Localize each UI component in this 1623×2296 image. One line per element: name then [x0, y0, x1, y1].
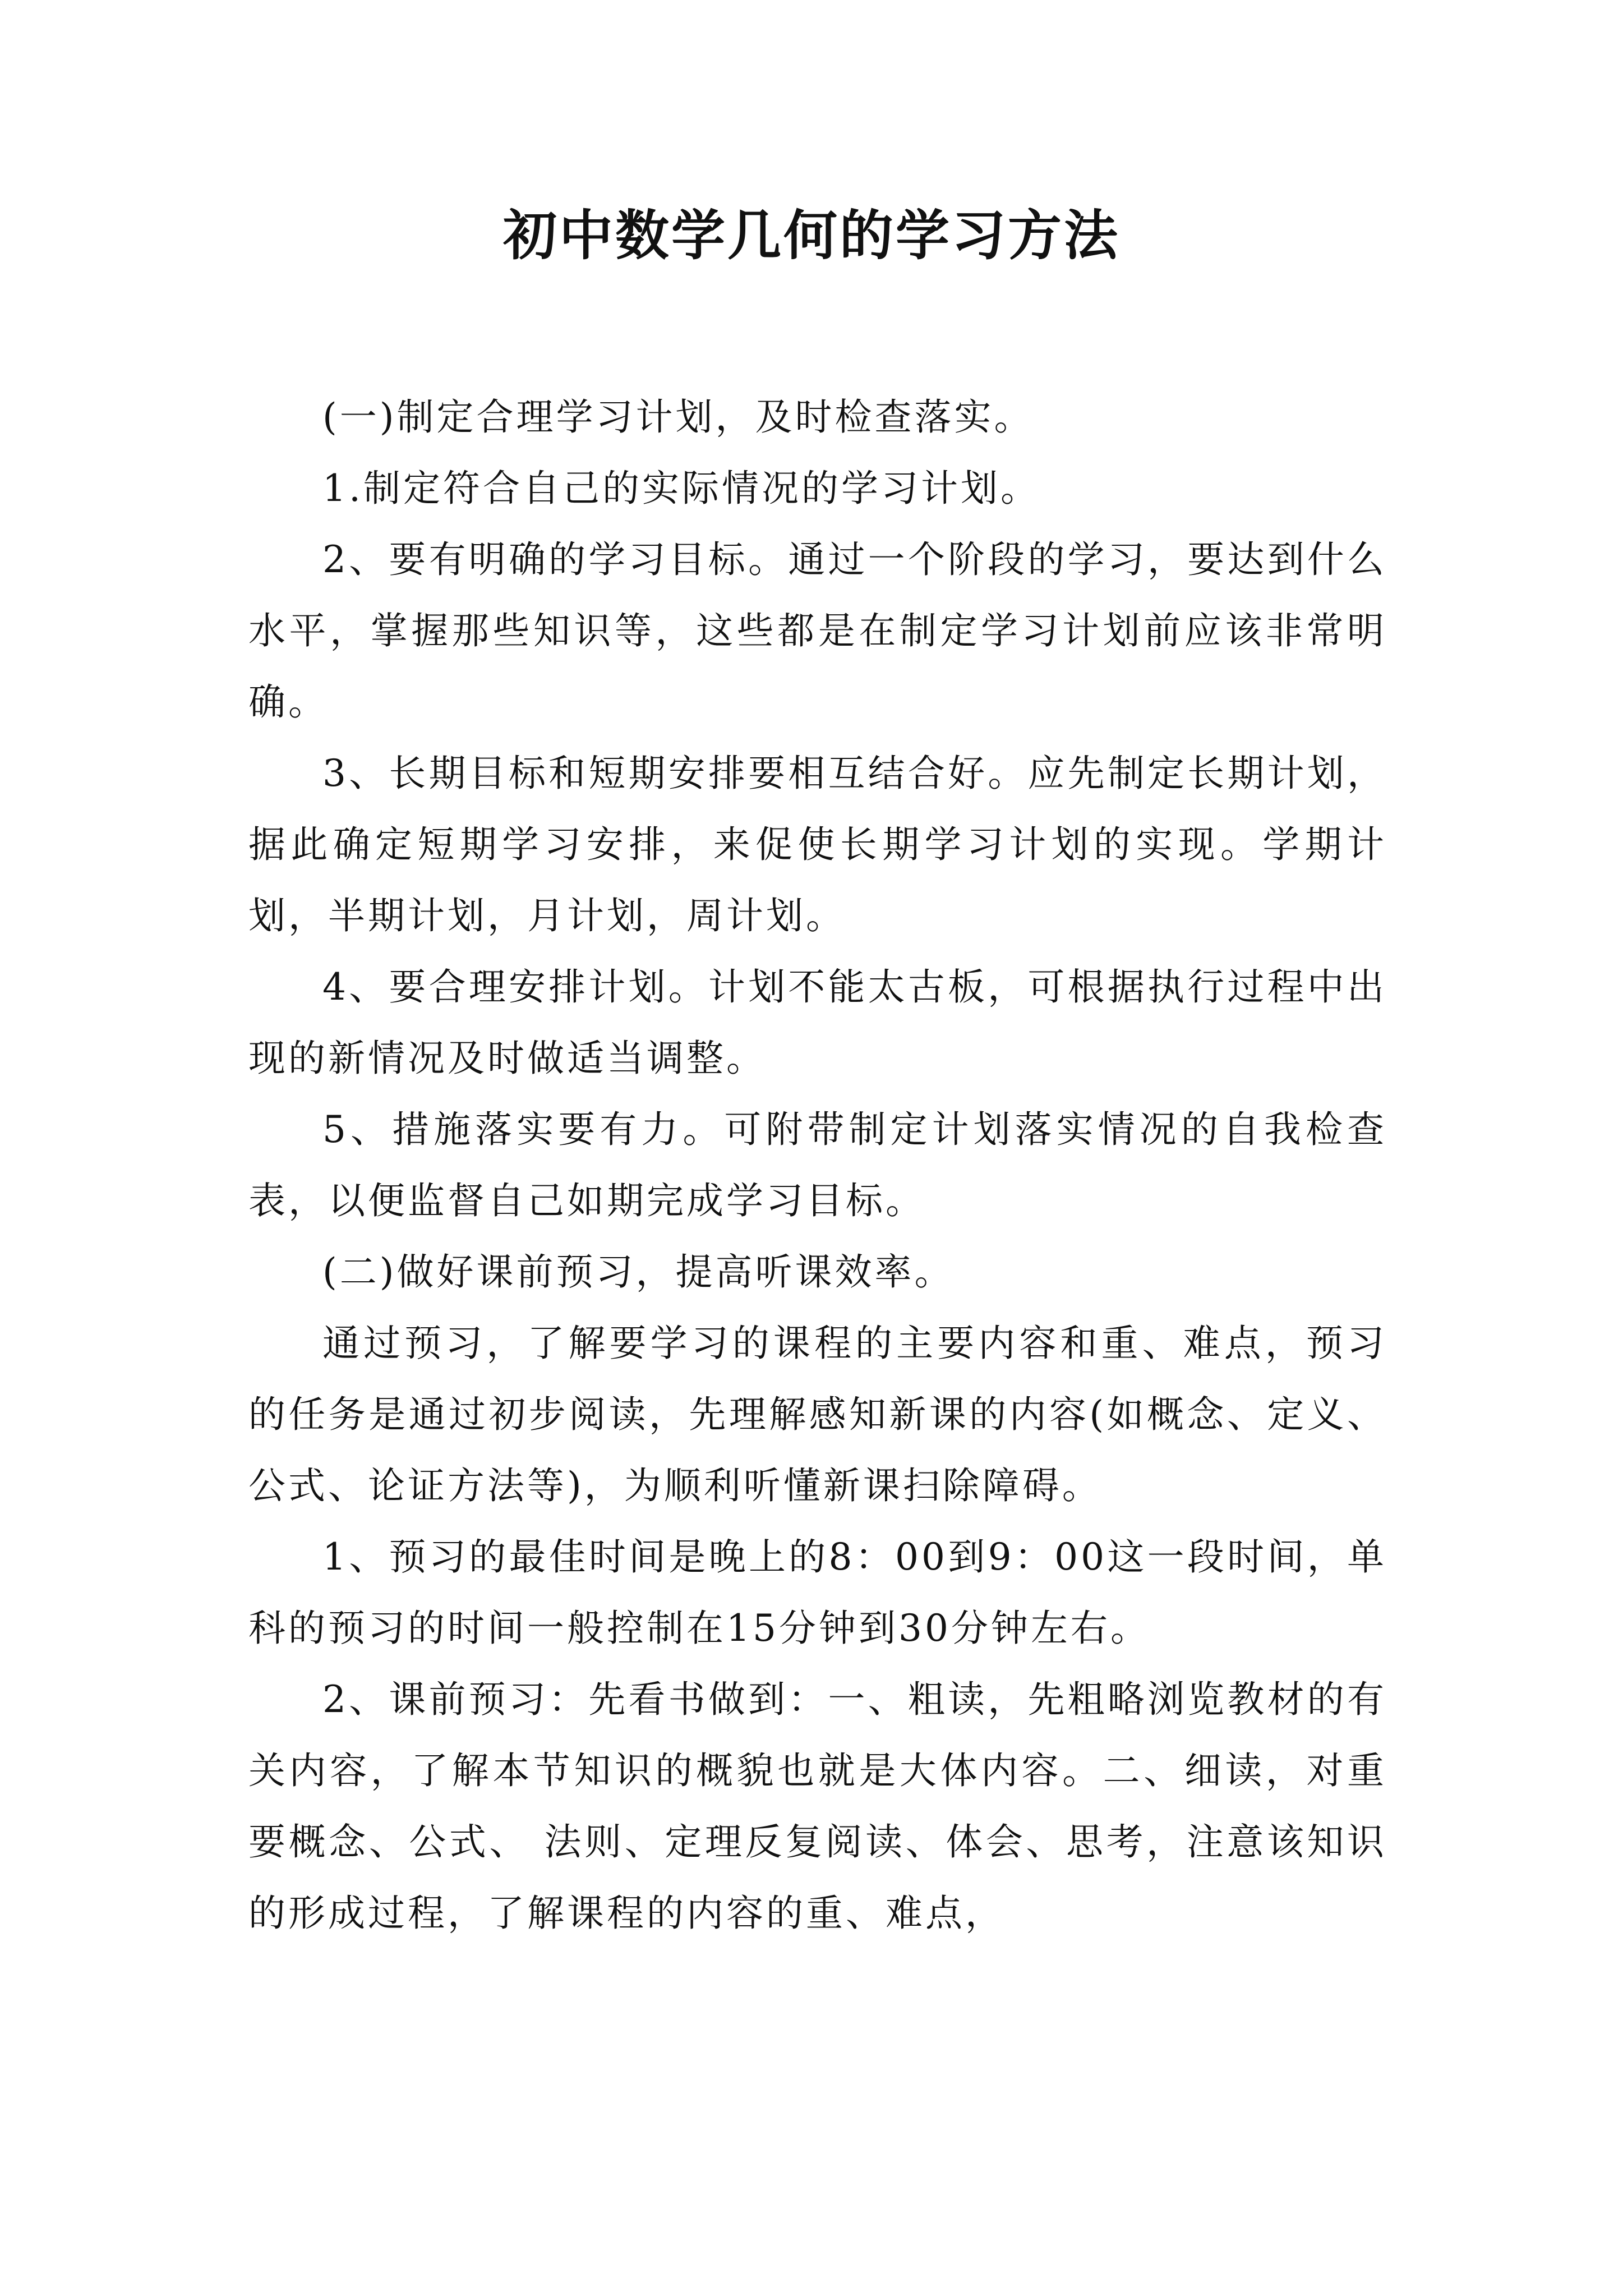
paragraph: 2、课前预习：先看书做到：一、粗读，先粗略浏览教材的有关内容，了解本节知识的概貌也就是大体内容。二、细读，对重要概念、公式、 法则、定理反复阅读、体会、思考，注意该知识的形成过程，了解课程的内容的重、难点， — [248, 1678, 1387, 1935]
paragraph: 1.制定符合自己的实际情况的学习计划。 — [322, 467, 1040, 510]
paragraph: 4、要合理安排计划。计划不能太古板，可根据执行过程中出现的新情况及时做适当调整。 — [248, 965, 1387, 1080]
paragraph: (一)制定合理学习计划，及时检查落实。 — [322, 395, 1034, 439]
paragraph: 5、措施落实要有力。可附带制定计划落实情况的自我检查表，以便监督自己如期完成学习目标。 — [248, 1108, 1387, 1222]
paragraph: (二)做好课前预习，提高听课效率。 — [322, 1250, 955, 1294]
paragraph: 3、长期目标和短期安排要相互结合好。应先制定长期计划，据此确定短期学习安排，来促使长期学习计划的实现。学期计划，半期计划，月计划，周计划。 — [248, 752, 1387, 937]
document-title: 初中数学几何的学习方法 — [503, 204, 1120, 267]
paragraph: 2、要有明确的学习目标。通过一个阶段的学习，要达到什么水平，掌握那些知识等，这些都是在制定学习计划前应该非常明确。 — [248, 538, 1387, 724]
paragraph: 通过预习，了解要学习的课程的主要内容和重、难点，预习的任务是通过初步阅读，先理解感知新课的内容(如概念、定义、公式、论证方法等)，为顺利听懂新课扫除障碍。 — [248, 1322, 1387, 1507]
document-body — [248, 381, 1387, 1949]
paragraph: 1、预习的最佳时间是晚上的8：00到9：00这一段时间，单科的预习的时间一般控制在15分钟到30分钟左右。 — [248, 1535, 1387, 1650]
